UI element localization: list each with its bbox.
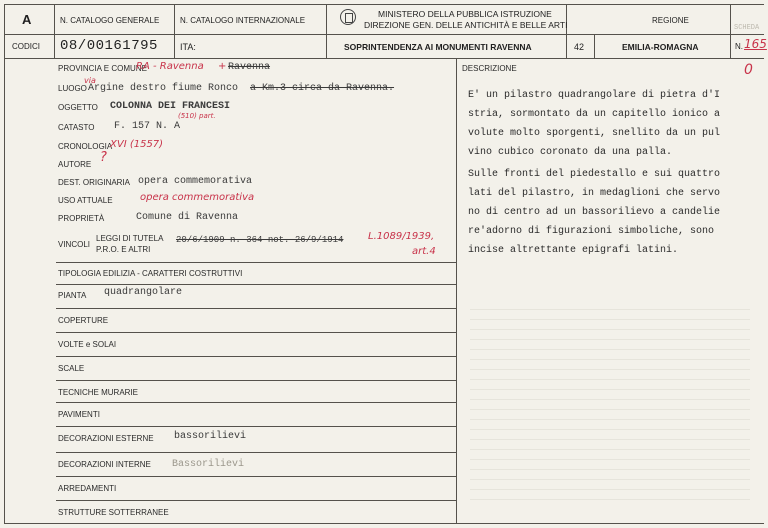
pianta-value: quadrangolare (104, 287, 183, 298)
coperture-label: COPERTURE (58, 316, 109, 325)
soprintendenza: SOPRINTENDENZA AI MONUMENTI RAVENNA (344, 42, 532, 52)
arredamenti-label: ARREDAMENTI (58, 484, 117, 493)
description-line: Sulle fronti del piedestallo e sui quattro (468, 169, 721, 180)
ministero-line-1: MINISTERO DELLA PUBBLICA ISTRUZIONE (378, 9, 552, 19)
decor-int-label: DECORAZIONI INTERNE (58, 460, 151, 469)
row-line-pianta (56, 284, 456, 285)
bleed-through-texture (470, 300, 750, 500)
row-line-strutture (56, 500, 456, 501)
decor-est-label: DECORAZIONI ESTERNE (58, 434, 154, 443)
vincoli-struck: 20/6/1909 n. 364 not. 26/9/1914 (176, 235, 344, 245)
ministry-seal-icon (340, 9, 356, 25)
luogo-value: Argine destro fiume Ronco (88, 83, 239, 94)
catasto-red: (510) part. (178, 112, 216, 120)
proprieta-label: PROPRIETÀ (58, 214, 105, 223)
row-line-tipologia (56, 262, 456, 263)
vincoli-red-2: art.4 (412, 246, 436, 257)
row-line-scale (56, 356, 456, 357)
catalogo-internazionale-label: N. CATALOGO INTERNAZIONALE (180, 16, 306, 25)
description-line: E' un pilastro quadrangolare di pietra d'I (468, 90, 721, 101)
uso-red: opera commemorativa (140, 192, 255, 203)
header-col-6 (730, 4, 731, 58)
description-line: volute molto sporgenti, snellito da un pul (468, 128, 721, 139)
description-line: re'adorno di figurazioni simboliche, sono (468, 226, 715, 237)
faint-header-text: SCHEDA (734, 24, 760, 32)
tecniche-label: TECNICHE MURARIE (58, 388, 139, 397)
descrizione-label: DESCRIZIONE (462, 64, 517, 73)
description-line: vino cubico coronato da una palla. (468, 147, 673, 158)
header-col-3 (326, 4, 327, 58)
pianta-label: PIANTA (58, 291, 87, 300)
provincia-red: RA - Ravenna (136, 61, 204, 72)
description-line: incise altrettante epigrafi latini. (468, 245, 679, 256)
strutture-label: STRUTTURE SOTTERRANEE (58, 508, 169, 517)
row-line-coperture (56, 308, 456, 309)
provincia-plus: + (218, 61, 227, 72)
tipologia-label: TIPOLOGIA EDILIZIA - CARATTERI COSTRUTTIVI (58, 269, 243, 278)
pavimenti-label: PAVIMENTI (58, 410, 100, 419)
scale-label: SCALE (58, 364, 85, 373)
section-letter: A (22, 12, 32, 27)
dest-label: DEST. ORIGINARIA (58, 178, 131, 187)
row-line-tecniche (56, 380, 456, 381)
oggetto-label: OGGETTO (58, 103, 98, 112)
header-divider-1 (4, 34, 764, 35)
description-line: stria, sormontato da un capitello ionico a (468, 109, 721, 120)
vincoli-label: VINCOLI (58, 240, 91, 249)
vincoli-sub1: LEGGI DI TUTELA (96, 234, 164, 243)
cronologia-label: CRONOLOGIA (58, 142, 113, 151)
row-line-arredamenti (56, 476, 456, 477)
ministero-line-2: DIREZIONE GEN. DELLE ANTICHITÀ E BELLE ARTI (364, 20, 568, 30)
border-left (4, 4, 5, 524)
n-value: 165 (744, 37, 767, 51)
n-label: N. (735, 42, 743, 51)
regione-value: EMILIA-ROMAGNA (622, 42, 699, 52)
catasto-label: CATASTO (58, 123, 95, 132)
decor-est-value: bassorilievi (174, 431, 247, 442)
autore-label: AUTORE (58, 160, 92, 169)
dest-value: opera commemorativa (138, 176, 253, 187)
description-line: lati del pilastro, in medaglioni che servo (468, 188, 721, 199)
row-line-decor-int (56, 452, 456, 453)
row-line-volte (56, 332, 456, 333)
description-line: no di centro ad un bassorilievo a candelie (468, 207, 721, 218)
ita-label: ITA: (180, 42, 196, 52)
provincia-struck: Ravenna (228, 62, 271, 73)
numero-42: 42 (574, 42, 585, 52)
volte-label: VOLTE e SOLAI (58, 340, 117, 349)
header-col-1 (54, 4, 55, 58)
codici-value: 08/00161795 (60, 38, 158, 54)
border-top (4, 4, 764, 5)
main-divider (456, 58, 457, 524)
luogo-struck: a Km.3 circa da Ravenna. (250, 83, 395, 94)
header-col-4 (566, 4, 567, 58)
row-line-decor-est (56, 426, 456, 427)
header-col-5 (594, 34, 595, 58)
proprieta-value: Comune di Ravenna (136, 212, 239, 223)
cronologia-red: XVI (1557) (110, 139, 164, 150)
luogo-red-prefix: via (84, 76, 96, 85)
luogo-label: LUOGO (58, 84, 87, 93)
provincia-label: PROVINCIA E COMUNE (58, 64, 147, 73)
header-col-2 (174, 4, 175, 58)
vincoli-sub2: P.R.O. E ALTRI (96, 245, 151, 254)
uso-label: USO ATTUALE (58, 196, 113, 205)
decor-int-value: Bassorilievi (172, 459, 245, 470)
header-divider-2 (4, 58, 764, 59)
row-line-pavimenti (56, 402, 456, 403)
codici-label: CODICI (12, 42, 40, 51)
border-bottom (4, 523, 764, 524)
regione-label: REGIONE (652, 16, 689, 25)
autore-red: ? (100, 150, 107, 165)
catasto-value: F. 157 N. A (114, 121, 181, 132)
catalogo-generale-label: N. CATALOGO GENERALE (60, 16, 160, 25)
sheet-value: 0 (744, 62, 753, 78)
vincoli-red-1: L.1089/1939, (368, 231, 435, 242)
oggetto-value: COLONNA DEI FRANCESI (110, 101, 231, 112)
